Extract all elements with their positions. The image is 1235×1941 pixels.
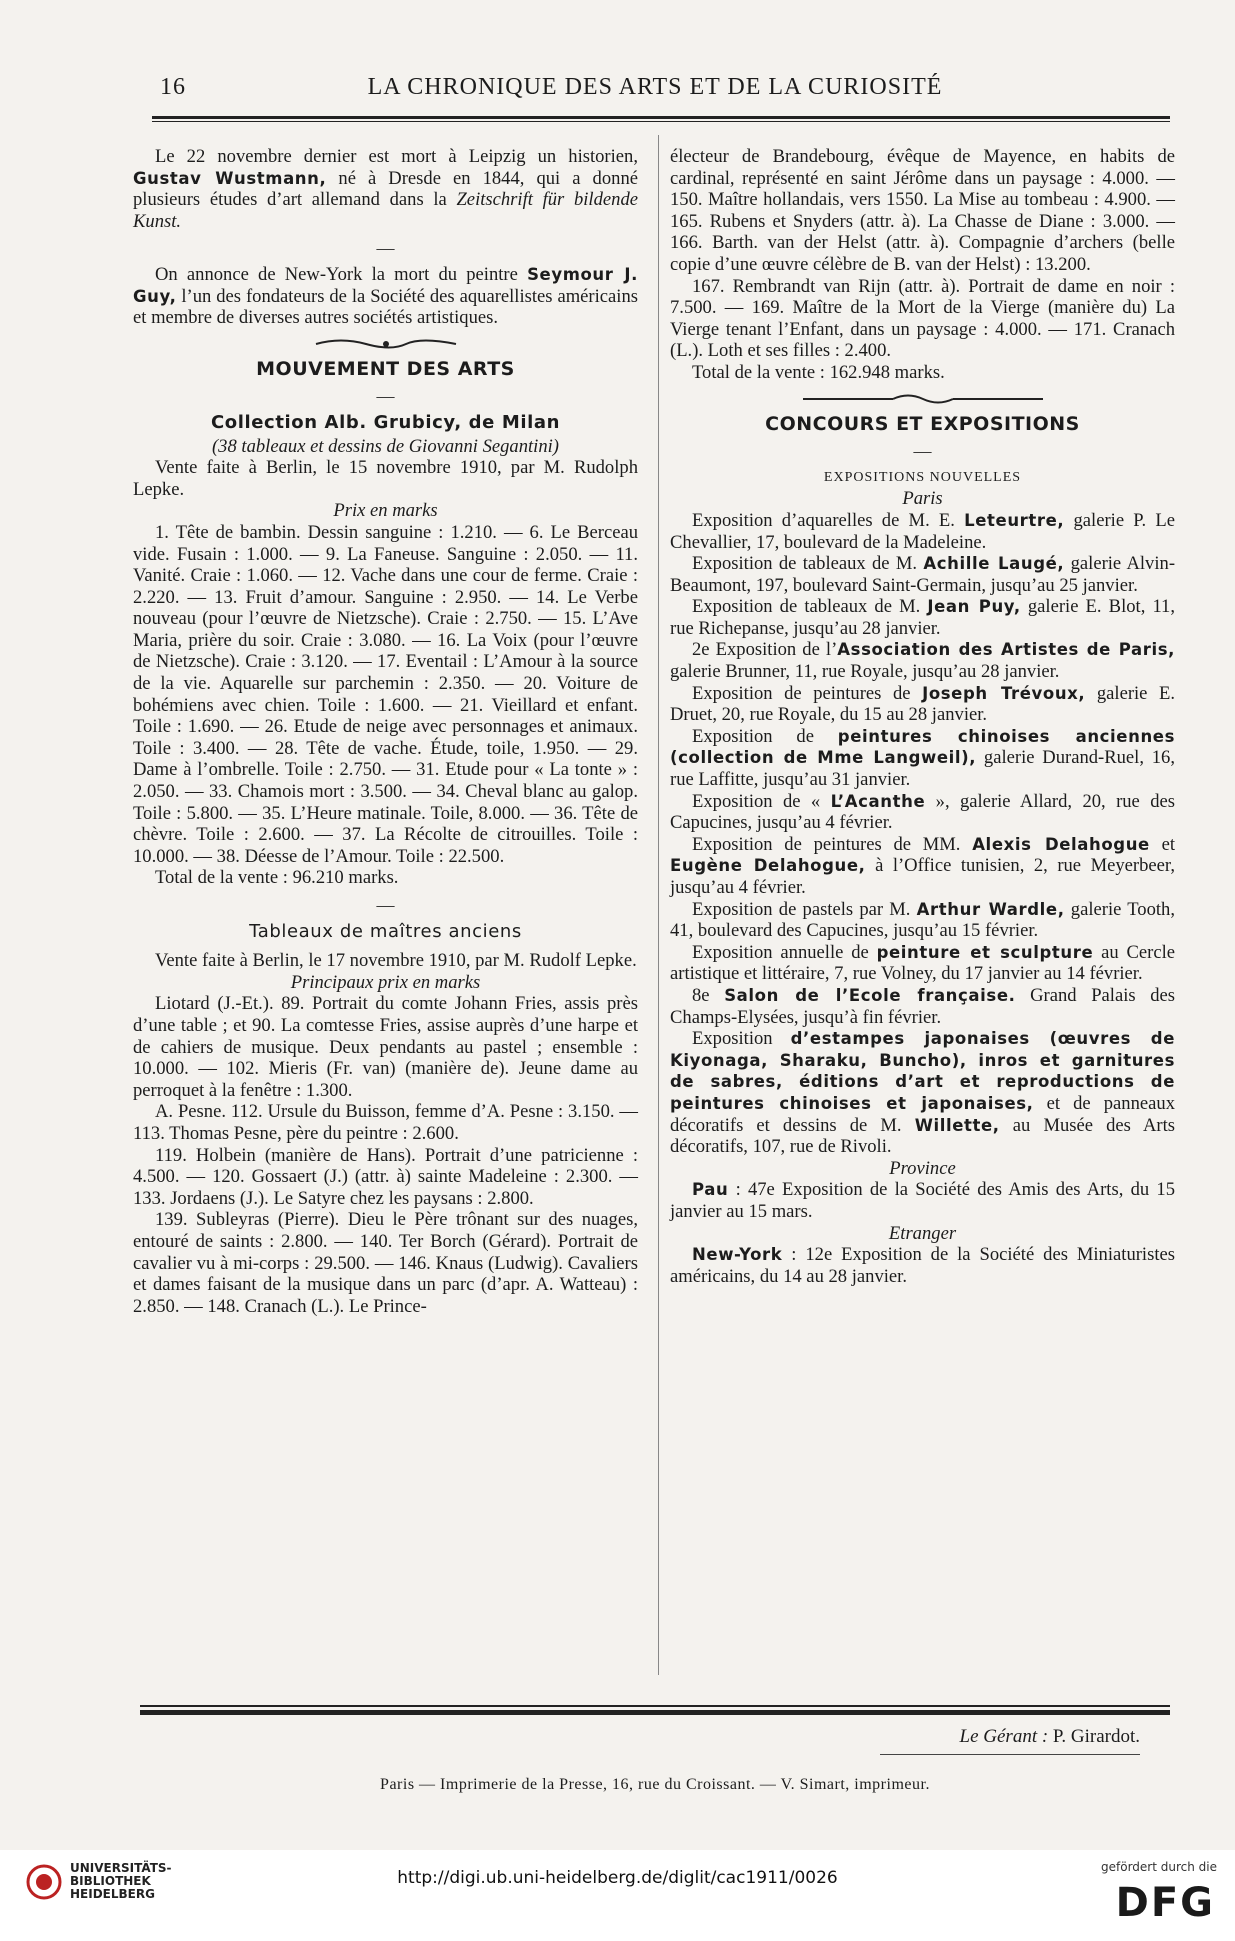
expo-item: Exposition de peintures de MM. Alexis Delahogue et Eugène Delahogue, à l’Office tunisien, 2, rue Meyerbeer, jusqu’au 4 février. <box>670 833 1176 898</box>
separator-dash: — <box>376 895 395 915</box>
expo-item: New-York : 12e Exposition de la Société des Miniaturistes américains, du 14 au 28 janvier. <box>670 1244 1175 1287</box>
expo-item: Exposition d’estampes japonaises (œuvres de Kiyonaga, Sharaku, Buncho), inros et garnitures de sabres, éditions d’art et reproductions de peintures chinoises et japonaises, et de panneaux décoratifs et dessins de M. Willette, au Musée des Arts décoratifs, 107, rue de Rivoli. <box>670 1028 1175 1158</box>
lot-list-2d: 139. Subleyras (Pierre). Dieu le Père trônant sur des nuages, entouré de saints : 2.800. — 140. Ter Borch (Gérard). Portrait de cavalier vu à mi-corps : 29.500. — 146. Knaus (Ludwig). Cavaliers et dames faisant de la musique dans un parc (d’apr. A. Watteau) : 2.850. — 148. Cranach (L.). Le Prince- <box>133 1209 638 1317</box>
gerant-rule <box>880 1754 1140 1755</box>
ornament <box>133 335 638 353</box>
expo-item: Pau : 47e Exposition de la Société des Amis des Arts, du 15 janvier au 15 mars. <box>670 1179 1175 1222</box>
expo-item: 2e Exposition de l’Association des Artistes de Paris, galerie Brunner, 11, rue Royale, jusqu’au 28 janvier. <box>670 639 1175 683</box>
expo-item: Exposition de tableaux de M. Jean Puy, galerie E. Blot, 11, rue Richepanse, jusqu’au 28 janvier. <box>670 596 1176 639</box>
funding-label: gefördert durch die <box>1101 1860 1217 1874</box>
price-heading-2: Principaux prix en marks <box>290 971 481 993</box>
separator-dash: — <box>376 386 395 407</box>
expo-item: Exposition de tableaux de M. Achille Laugé, galerie Alvin-Beaumont, 197, boulevard Saint-Germain, jusqu’au 25 janvier. <box>670 553 1176 596</box>
old-masters-title: Tableaux de maîtres anciens <box>249 920 522 942</box>
person-name: Seymour J. Guy, <box>133 264 638 306</box>
person-name: Gustav Wustmann, <box>133 168 327 188</box>
region-province: Province <box>889 1157 956 1179</box>
expo-item: Exposition de peintures de Joseph Trévoux, galerie E. Druet, 20, rue Royale, du 15 au 28 janvier. <box>670 682 1176 726</box>
header-rule <box>152 116 1170 119</box>
subsection-expositions: EXPOSITIONS NOUVELLES <box>823 469 1022 485</box>
expo-item: Exposition de peintures chinoises anciennes (collection de Mme Langweil), galerie Durand-Ruel, 16, rue Laffitte, jusqu’au 31 janvier. <box>670 725 1176 791</box>
separator-dash: — <box>376 238 395 259</box>
collection-title: Collection Alb. Grubicy, de Milan <box>210 411 561 433</box>
dfg-logo: DFG <box>1115 1880 1215 1926</box>
section-title-concours: CONCOURS ET EXPOSITIONS <box>765 412 1080 435</box>
region-paris: Paris <box>902 488 943 510</box>
university-library-name: UNIVERSITÄTS- BIBLIOTHEK HEIDELBERG <box>70 1861 172 1901</box>
lot-list-2c: 119. Holbein (manière de Hans). Portrait d’une patricienne : 4.500. — 120. Gossaert (J.) (attr. à) sainte Madeleine : 2.300. — 133. Jordaens (J.). Le Satyre chez les paysans : 2.800. <box>133 1144 638 1209</box>
footer-rule <box>140 1705 1170 1707</box>
lot-list-continued: électeur de Brandebourg, évêque de Mayence, en habits de cardinal, représenté en saint Jérôme dans un paysage : 4.000. — 150. Maître hollandais, vers 1550. La Mise au tombeau : 4.900. — 165. Rubens et Snyders (attr. à). La Chasse de Diane : 3.000. — 166. Barth. van der Helst (attr. à). Compagnie d’archers (belle copie d’une œuvre célèbre de B. van der Helst) : 13.200. <box>670 146 1175 275</box>
obituary-guy: On annonce de New-York la mort du peintre Seymour J. Guy, l’un des fondateurs de la Société des aquarellistes américains et membre de diverses autres sociétés artistiques. <box>133 263 638 329</box>
footer-rule-thick <box>140 1710 1170 1715</box>
obituary-wustmann: Le 22 novembre dernier est mort à Leipzig un historien, Gustav Wustmann, né à Dresde en 1844, qui a donné plusieurs études d’art allemand dans la Zeitschrift für bildende Kunst. <box>133 146 638 232</box>
price-heading-1: Prix en marks <box>333 500 438 522</box>
header-rule-thin <box>152 121 1170 122</box>
gerant-signature: Le Gérant : P. Girardot. <box>959 1726 1140 1747</box>
journal-title: LA CHRONIQUE DES ARTS ET DE LA CURIOSITÉ <box>367 74 943 100</box>
expo-item: Exposition de « L’Acanthe », galerie Allard, 20, rue des Capucines, jusqu’au 4 février. <box>670 790 1175 834</box>
imprint-line: Paris — Imprimerie de la Presse, 16, rue du Croissant. — V. Simart, imprimeur. <box>380 1776 930 1793</box>
lot-list-2a: Liotard (J.-Et.). 89. Portrait du comte Johann Fries, assis près d’une table ; et 90. La comtesse Fries, assise auprès d’une harpe et de cahiers de musique. Deux pendants au pastel ; ensemble : 10.000. — 102. Mieris (Fr. van) (manière de). Jeune dame au perroquet à la fenêtre : 1.300. <box>133 993 638 1101</box>
sale-info-2: Vente faite à Berlin, le 17 novembre 1910, par M. Rudolf Lepke. <box>155 950 637 972</box>
sale-total-2: Total de la vente : 162.948 marks. <box>692 361 945 383</box>
region-etranger: Etranger <box>888 1222 957 1244</box>
journal-name: Zeitschrift für bildende Kunst. <box>133 189 638 232</box>
lot-list-3: 167. Rembrandt van Rijn (attr. à). Portrait de dame en noir : 7.500. — 169. Maître de la Mort de la Vierge (manière du) La Vierge tenant l’Enfant, dans un paysage : 4.000. — 171. Cranach (L.). Loth et ses filles : 2.400. <box>670 275 1175 362</box>
expo-item: Exposition d’aquarelles de M. E. Leteurtre, galerie P. Le Chevallier, 17, boulevard de la Madeleine. <box>670 509 1176 553</box>
digitization-footer <box>0 1850 1235 1941</box>
separator-dash: — <box>913 441 932 462</box>
sale-info-1: Vente faite à Berlin, le 15 novembre 1910, par M. Rudolph Lepke. <box>133 457 638 500</box>
source-url-link[interactable]: http://digi.ub.uni-heidelberg.de/diglit/cac1911/0026 <box>397 1868 838 1888</box>
ornament <box>670 390 1175 408</box>
collection-subtitle: (38 tableaux et dessins de Giovanni Segantini) <box>211 435 560 457</box>
lot-list-1: 1. Tête de bambin. Dessin sanguine : 1.210. — 6. Le Berceau vide. Fusain : 1.000. — 9. La Faneuse. Sanguine : 2.050. — 11. Vanité. Craie : 1.060. — 12. Vache dans une cour de ferme. Craie : 2.220. — 13. Fruit d’amour. Sanguine : 2.950. — 14. Le Verbe nouveau (pour l’œuvre de Nietzsche). Craie : 2.750. — 15. L’Ave Maria, prière du soir. Craie : 3.080. — 16. La Voix (pour l’œuvre de Nietzsche). Craie : 3.120. — 17. Eventail : L’Amour à la source de la vie. Aquarelle sur parchemin : 2.350. — 20. Voiture de bohémiens avec chien. Toile : 1.600. — 21. Vieillard et enfant. Toile : 1.690. — 26. Etude de neige avec personnages et animaux. Toile : 3.400. — 28. Tête de vache. Étude, toile, 1.950. — 29. Dame à l’ombrelle. Toile : 2.750. — 31. Etude pour « La tonte » : 2.050. — 33. Chamois mort : 3.500. — 34. Cheval blanc au galop. Toile : 5.800. — 35. L’Heure matinale. Toile, 8.000. — 36. Tête de chèvre. Toile : 2.600. — 37. La Récolte de citrouilles. Toile : 10.000. — 38. Déesse de l’Amour. Toile : 22.500. <box>133 521 638 867</box>
lot-list-2b: A. Pesne. 112. Ursule du Buisson, femme d’A. Pesne : 3.150. — 113. Thomas Pesne, père du peintre : 2.600. <box>133 1101 638 1144</box>
column-separator <box>658 135 659 1675</box>
right-column <box>670 146 1175 1287</box>
expo-item: 8e Salon de l’Ecole française. Grand Palais des Champs-Elysées, jusqu’à fin février. <box>670 984 1176 1028</box>
running-header <box>140 74 1170 104</box>
expo-item: Exposition de pastels par M. Arthur Wardle, galerie Tooth, 41, boulevard des Capucines, jusqu’au 15 février. <box>670 898 1176 942</box>
expo-item: Exposition annuelle de peinture et sculpture au Cercle artistique et littéraire, 7, rue Volney, du 17 janvier au 14 février. <box>670 941 1175 985</box>
sale-total-1: Total de la vente : 96.210 marks. <box>155 867 399 889</box>
left-column <box>133 146 638 1317</box>
section-title-mouvement: MOUVEMENT DES ARTS <box>256 357 515 380</box>
page-number: 16 <box>160 74 186 100</box>
